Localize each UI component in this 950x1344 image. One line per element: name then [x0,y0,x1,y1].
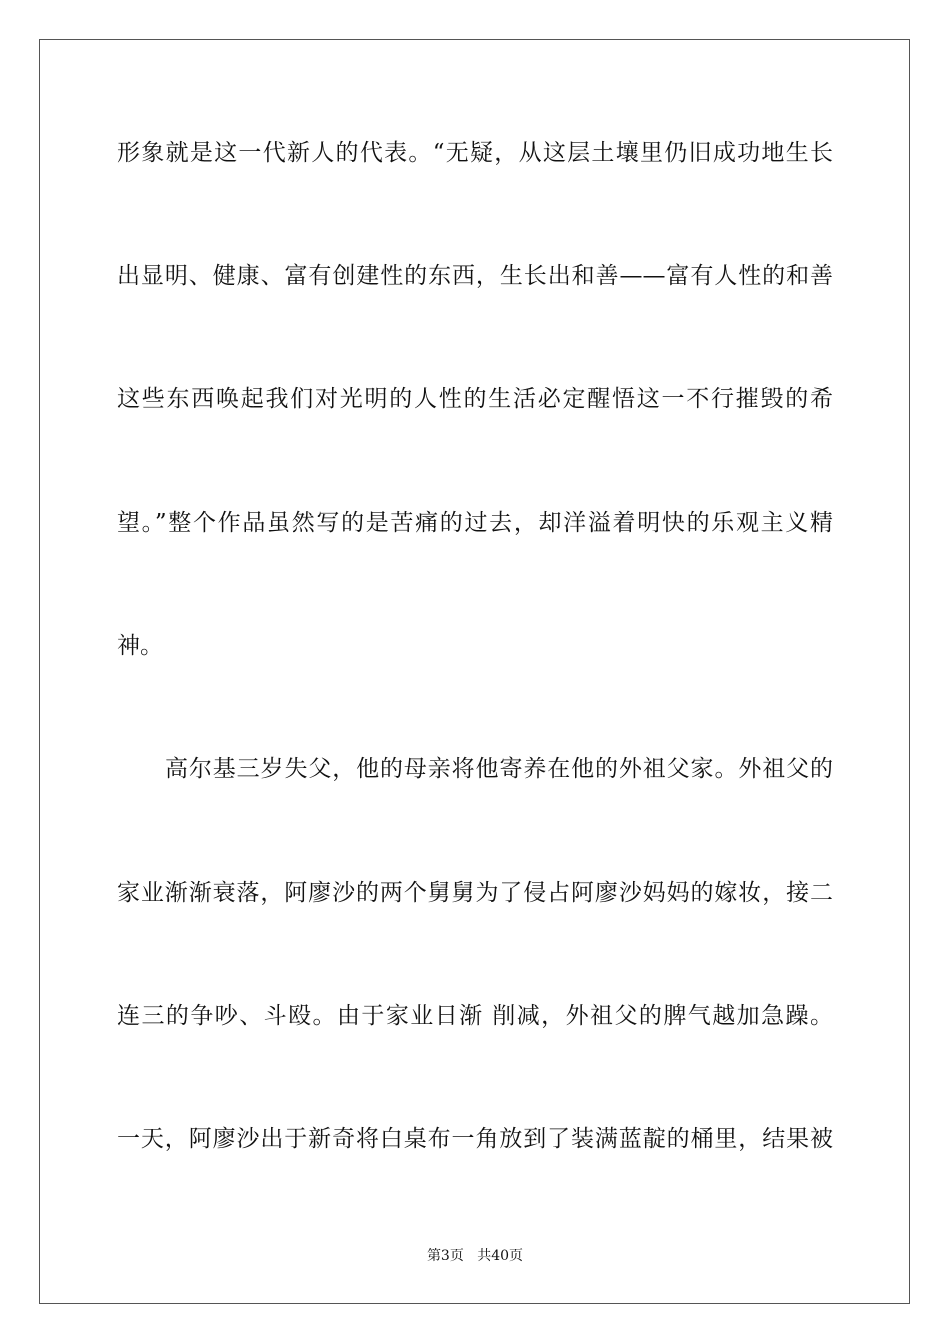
paragraph-2-line-2: 家业渐渐衰落，阿廖沙的两个舅舅为了侵占阿廖沙妈妈的嫁妆，接二 [117,880,833,906]
paragraph-2-line-4: 一天，阿廖沙出于新奇将白桌布一角放到了装满蓝靛的桶里，结果被 [117,1126,833,1152]
paragraph-2-line-3: 连三的争吵、斗殴。由于家业日渐 削减，外祖父的脾气越加急躁。 [117,1003,833,1029]
paragraph-1-line-5: 神。 [117,633,163,659]
paragraph-1-line-4: 望。”整个作品虽然写的是苦痛的过去，却洋溢着明快的乐观主义精 [117,510,833,536]
page-frame [39,39,910,1304]
paragraph-1-line-3: 这些东西唤起我们对光明的人性的生活必定醒悟这一不行摧毁的希 [117,386,833,412]
paragraph-2-line-1: 高尔基三岁失父，他的母亲将他寄养在他的外祖父家。外祖父的 [165,756,833,782]
page-total: 共40页 [477,1248,524,1264]
paragraph-1-line-1: 形象就是这一代新人的代表。“无疑，从这层土壤里仍旧成功地生长 [117,140,833,166]
paragraph-1-line-2: 出显明、健康、富有创建性的东西，生长出和善——富有人性的和善 [117,263,833,289]
page-footer [0,1246,950,1266]
page-number: 第3页 [426,1248,464,1264]
